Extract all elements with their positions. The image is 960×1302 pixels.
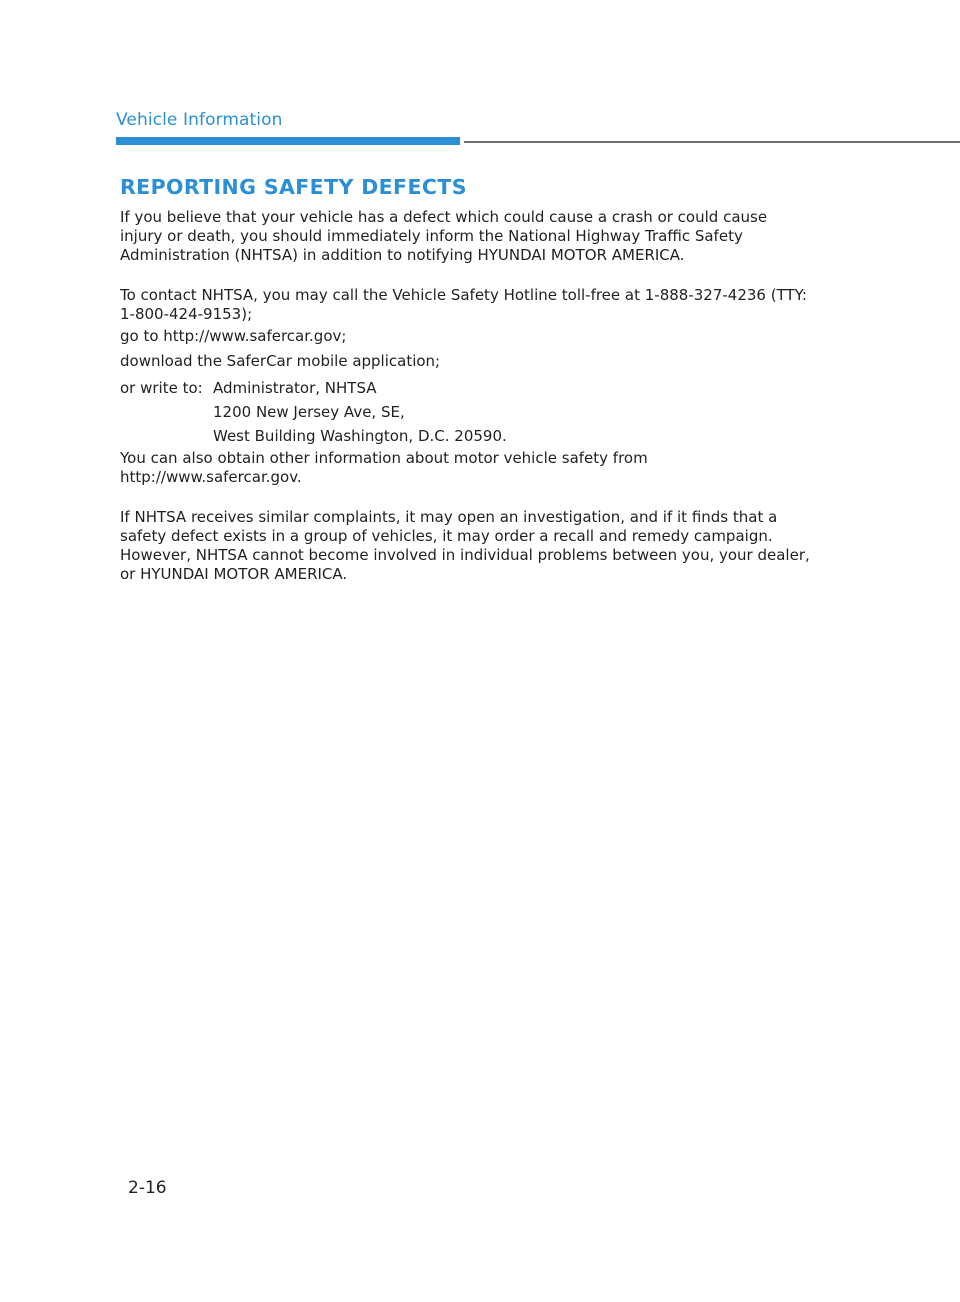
address-line: West Building Washington, D.C. 20590. [213, 427, 507, 445]
intro-paragraph: If you believe that your vehicle has a defect which could cause a crash or could cause injury or death, you should immediately inform the National Highway Traffic Safety Administration (NHTSA) in addition to notifying HYUNDAI MOTOR AMERICA. [120, 208, 768, 264]
page-heading: REPORTING SAFETY DEFECTS [120, 175, 467, 199]
app-paragraph: download the SaferCar mobile application; [120, 352, 441, 370]
address-line: Administrator, NHTSA [213, 379, 377, 397]
header-rule-divider [464, 141, 960, 143]
section-title: Vehicle Information [116, 110, 283, 130]
more-info-paragraph: You can also obtain other information about motor vehicle safety from http://www.safercar.gov. [120, 449, 648, 486]
website-paragraph: go to http://www.safercar.gov; [120, 327, 347, 345]
address-label: or write to: [120, 379, 203, 397]
investigation-paragraph: If NHTSA receives similar complaints, it may open an investigation, and if it finds that a safety defect exists in a group of vehicles, it may order a recall and remedy campaign. However, NHTSA cannot become involved in individual problems between you, your dealer, or HYUNDAI MOTOR AMERICA. [120, 508, 810, 583]
address-line: 1200 New Jersey Ave, SE, [213, 403, 405, 421]
header-rule-accent [116, 137, 460, 145]
page-number: 2-16 [128, 1178, 167, 1198]
contact-paragraph: To contact NHTSA, you may call the Vehicle Safety Hotline toll-free at 1-888-327-4236 (TTY: 1-800-424-9153); [120, 286, 807, 323]
